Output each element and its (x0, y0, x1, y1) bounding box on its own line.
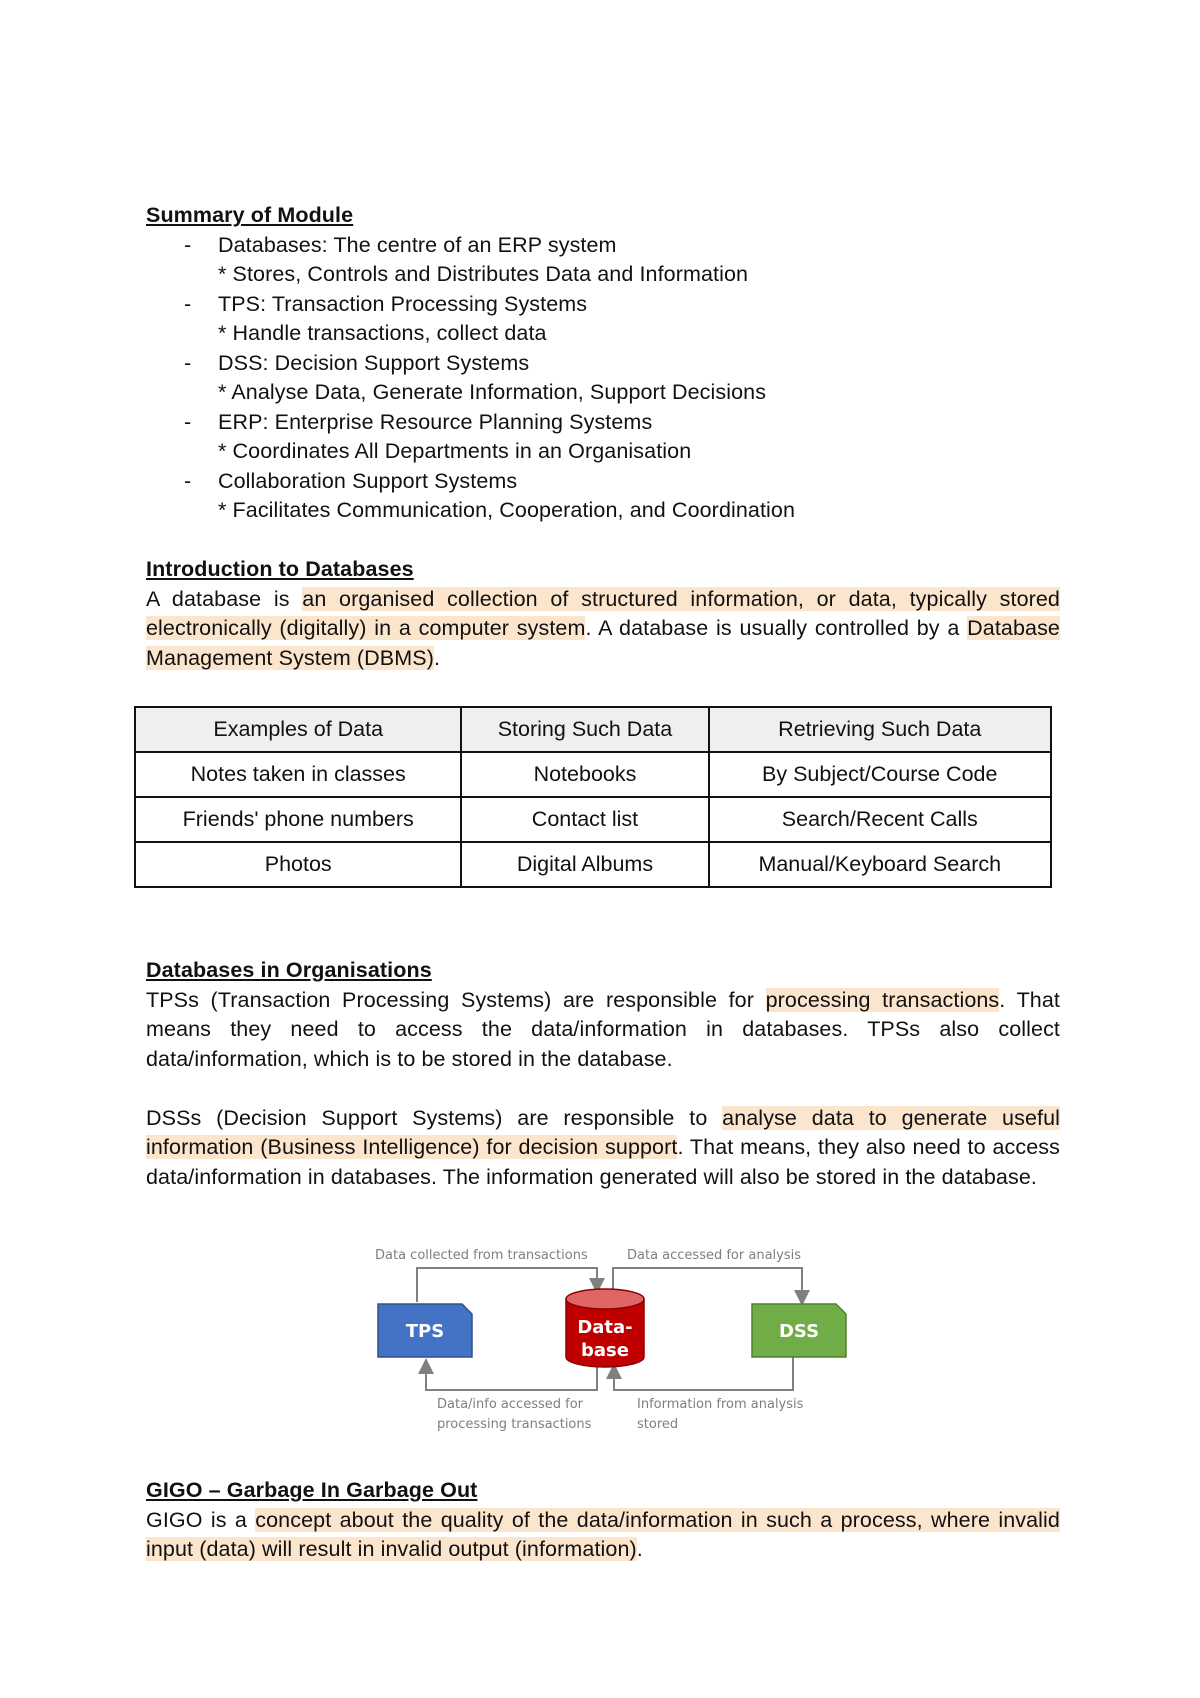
summary-item: - DSS: Decision Support Systems (146, 349, 1060, 379)
intro-paragraph: A database is an organised collection of structured information, or data, typically stored electronically (digitally) in a computer system. A database is usually controlled by a Database Management System (DBMS). (146, 586, 1060, 670)
table-cell: Photos (135, 842, 461, 887)
summary-detail: * Analyse Data, Generate Information, Support Decisions (218, 380, 767, 404)
gigo-section (146, 1476, 1060, 1565)
summary-detail: * Facilitates Communication, Cooperation, and Coordination (218, 498, 796, 522)
table-cell: Contact list (461, 797, 708, 842)
arrow-db-to-tps (426, 1362, 597, 1390)
table-row (135, 752, 1051, 797)
summary-detail: * Coordinates All Departments in an Organisation (218, 439, 692, 463)
orgs-paragraph-tps: TPSs (Transaction Processing Systems) are responsible for processing transactions. That means they need to access the data/information in databases. TPSs also collect data/information, which is to be stored in the database. (146, 987, 1060, 1071)
summary-item: - TPS: Transaction Processing Systems (146, 290, 1060, 320)
db-label-2: base (581, 1340, 629, 1361)
table-cell: Search/Recent Calls (709, 797, 1051, 842)
table-row (135, 842, 1051, 887)
table-cell: Digital Albums (461, 842, 708, 887)
summary-list (146, 231, 1060, 526)
bullet-dash: - (184, 291, 192, 316)
summary-item: - Collaboration Support Systems (146, 467, 1060, 497)
label-bottom-right-1: Information from analysis (637, 1397, 804, 1412)
gigo-paragraph: GIGO is a concept about the quality of the data/information in such a process, where invalid input (data) will result in invalid output (information). (146, 1507, 1060, 1561)
highlight: analyse data to generate useful information (Business Intelligence) for decision support (146, 1105, 1061, 1159)
tps-db-dss-diagram (370, 1242, 850, 1442)
label-top-right: Data accessed for analysis (627, 1248, 802, 1263)
intro-heading: Introduction to Databases (146, 557, 414, 581)
summary-detail: * Handle transactions, collect data (218, 321, 547, 345)
bullet-dash: - (184, 232, 192, 257)
tps-label: TPS (405, 1321, 445, 1342)
database-top (566, 1289, 644, 1309)
label-bottom-right-2: stored (637, 1417, 679, 1432)
orgs-section (146, 956, 1060, 1192)
table-header-row (135, 707, 1051, 752)
gigo-heading: GIGO – Garbage In Garbage Out (146, 1478, 478, 1502)
table-header-cell: Examples of Data (135, 707, 461, 752)
document-body (146, 201, 1060, 673)
table-cell: By Subject/Course Code (709, 752, 1051, 797)
dss-label: DSS (778, 1321, 820, 1342)
summary-heading: Summary of Module (146, 203, 354, 227)
summary-item: - Databases: The centre of an ERP system (146, 231, 1060, 261)
summary-detail: * Stores, Controls and Distributes Data and Information (218, 262, 749, 286)
table-header-cell: Retrieving Such Data (709, 707, 1051, 752)
summary-item: - ERP: Enterprise Resource Planning Systems (146, 408, 1060, 438)
highlight: processing transactions (765, 987, 1000, 1012)
table-cell: Friends' phone numbers (135, 797, 461, 842)
bullet-dash: - (184, 468, 192, 493)
table-cell: Manual/Keyboard Search (709, 842, 1051, 887)
highlight: an organised collection of structured information, or data, typically stored electronically (digitally) in a computer system (146, 586, 1060, 640)
orgs-heading: Databases in Organisations (146, 958, 432, 982)
label-bottom-left-2: processing transactions (437, 1417, 592, 1432)
label-bottom-left-1: Data/info accessed for (437, 1397, 583, 1412)
examples-table (134, 706, 1052, 888)
db-label-1: Data- (577, 1317, 633, 1338)
bullet-dash: - (184, 350, 192, 375)
table-cell: Notebooks (461, 752, 708, 797)
highlight: Database Management System (DBMS) (146, 616, 1060, 670)
label-top-left: Data collected from transactions (375, 1248, 588, 1263)
table-cell: Notes taken in classes (135, 752, 461, 797)
orgs-paragraph-dss: DSSs (Decision Support Systems) are responsible to analyse data to generate useful information (Business Intelligence) for decision support. That means, they also need to access data/information in databases. The information generated will also be stored in the database. (146, 1105, 1061, 1189)
highlight: concept about the quality of the data/information in such a process, where invalid input (data) will result in invalid output (information) (146, 1507, 1060, 1561)
bullet-dash: - (184, 409, 192, 434)
table-header-cell: Storing Such Data (461, 707, 708, 752)
table-row (135, 797, 1051, 842)
